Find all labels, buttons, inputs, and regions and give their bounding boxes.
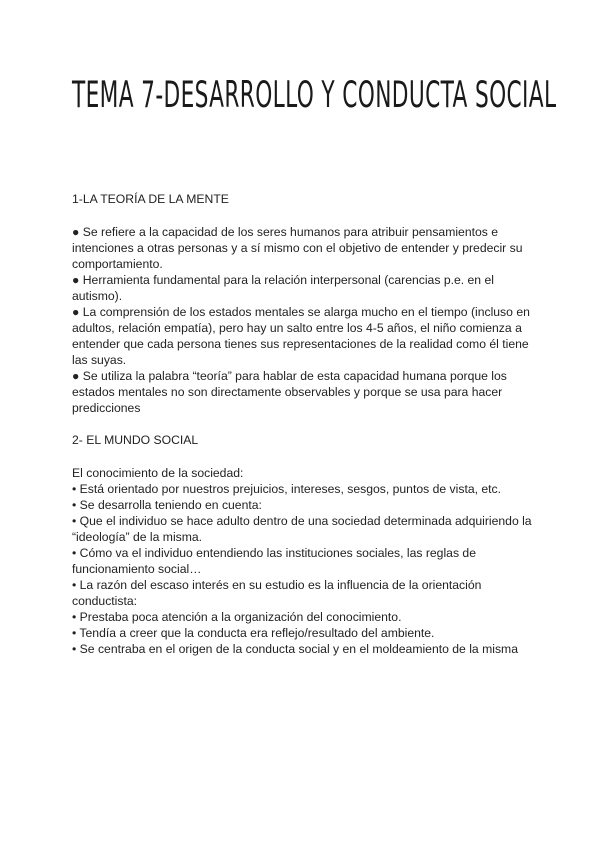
list-item: • Que el individuo se hace adulto dentro de una sociedad determinada adquiriendo la “ideología” de la misma. — [72, 514, 532, 544]
theory-of-mind-bullet-list — [72, 224, 536, 416]
list-item: • Está orientado por nuestros prejuicios, intereses, sesgos, puntos de vista, etc. — [72, 482, 502, 496]
list-item: • Prestaba poca atención a la organización del conocimiento. — [72, 610, 402, 624]
list-item: ● Herramienta fundamental para la relación interpersonal (carencias p.e. en el autismo). — [72, 273, 494, 303]
page-title: TEMA 7-DESARROLLO Y CONDUCTA SOCIAL — [72, 74, 557, 117]
list-item: ● La comprensión de los estados mentales se alarga mucho en el tiempo (incluso en adultos, relación empatía), pero hay un salto entre los 4-5 años, el niño comienza a entender que cada persona tienes sus representaciones de la realidad como él tiene las suyas. — [72, 305, 530, 367]
document-body — [72, 191, 536, 657]
list-item: ● Se refiere a la capacidad de los seres humanos para atribuir pensamientos e intenciones a otras personas y a sí mismo con el objetivo de entender y predecir su comportamiento. — [72, 225, 523, 271]
list-item: ● Se utiliza la palabra “teoría” para hablar de esta capacidad humana porque los estados mentales no son directamente observables y porque se usa para hacer predicciones — [72, 369, 507, 415]
list-item: • Tendía a creer que la conducta era reflejo/resultado del ambiente. — [72, 626, 435, 640]
list-item: • La razón del escaso interés en su estudio es la influencia de la orientación conductista: — [72, 578, 482, 608]
section-heading-theory-of-mind: 1-LA TEORÍA DE LA MENTE — [72, 192, 229, 206]
section-heading-social-world: 2- EL MUNDO SOCIAL — [72, 433, 199, 447]
list-item: • Se centraba en el origen de la conducta social y en el moldeamiento de la misma — [72, 642, 518, 656]
social-world-bullet-list — [72, 465, 536, 657]
list-item: • Cómo va el individuo entendiendo las instituciones sociales, las reglas de funcionamiento social… — [72, 546, 476, 576]
list-item: • Se desarrolla teniendo en cuenta: — [72, 498, 262, 512]
section-intro: El conocimiento de la sociedad: — [72, 466, 244, 480]
